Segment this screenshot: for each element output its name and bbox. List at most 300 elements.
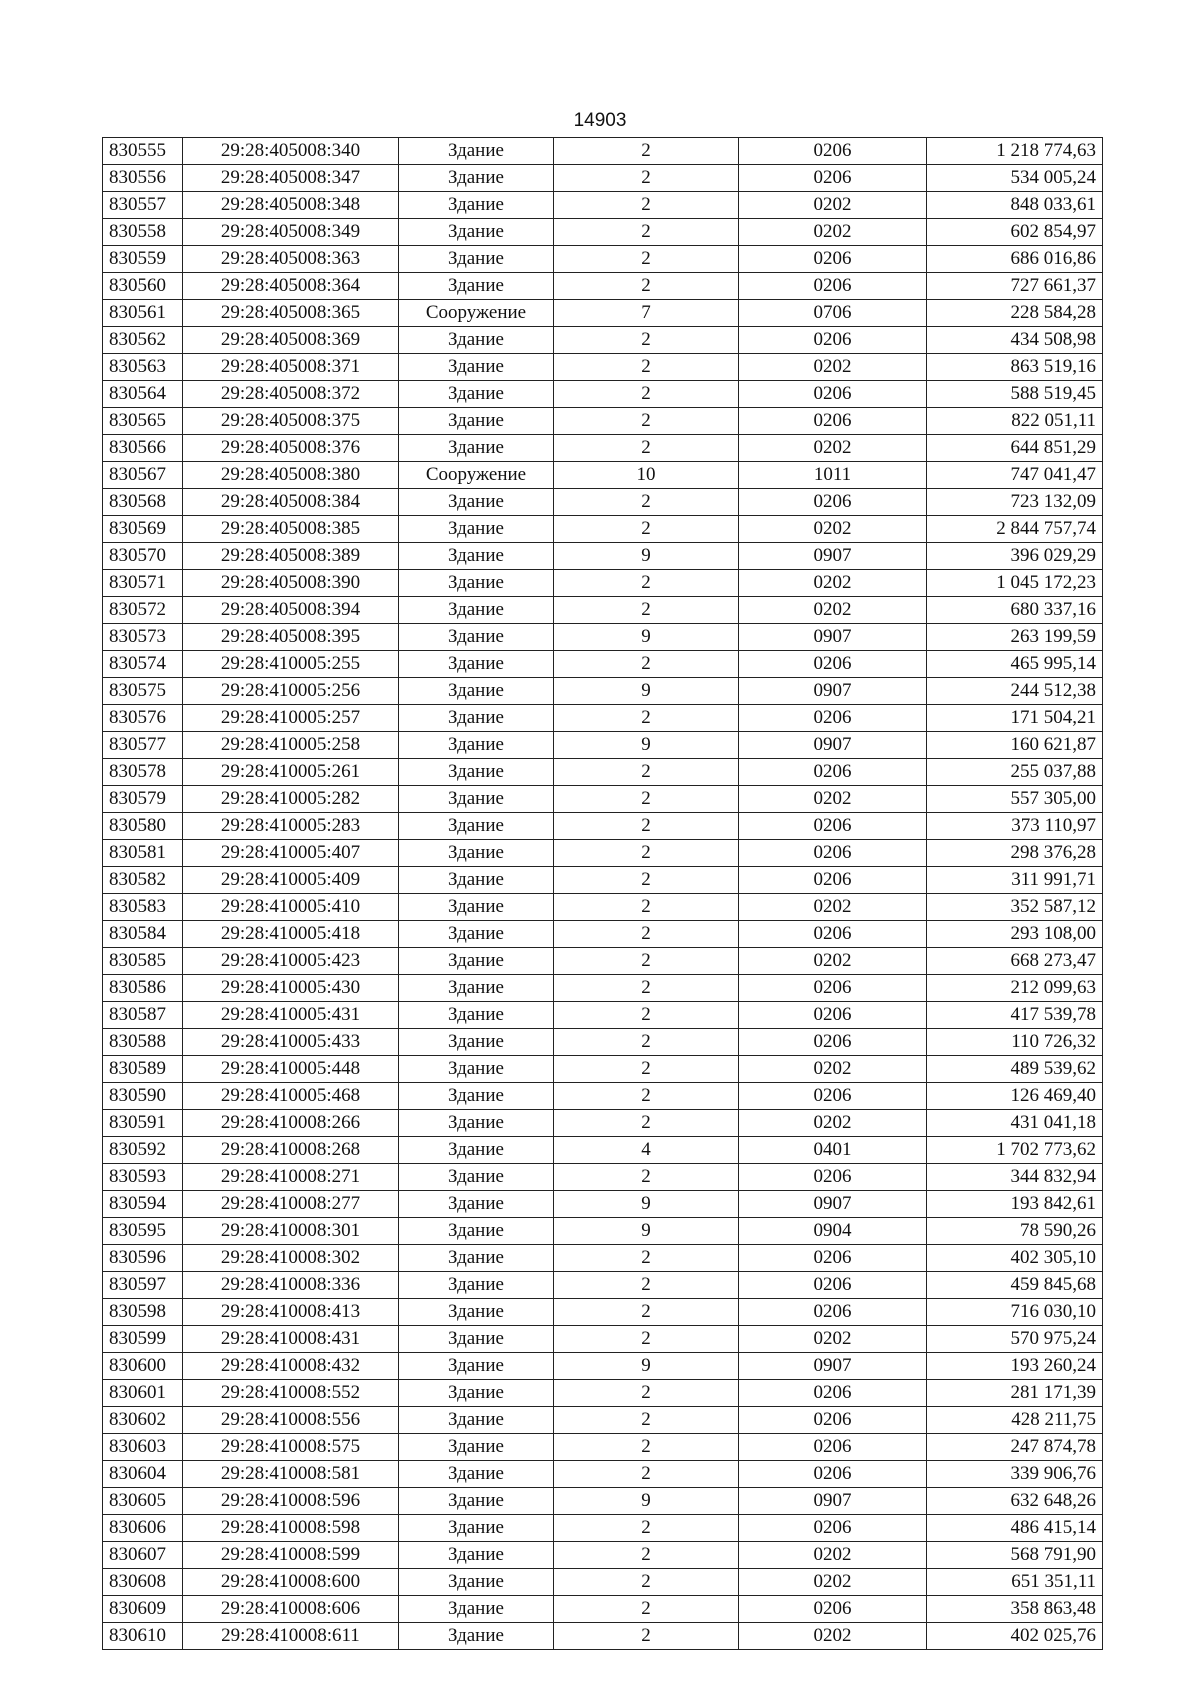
row-number-cell: 830608: [103, 1569, 183, 1596]
group-cell: 2: [554, 1083, 739, 1110]
cadastral-number-cell: 29:28:405008:363: [183, 246, 399, 273]
cadastral-number-cell: 29:28:410008:431: [183, 1326, 399, 1353]
group-cell: 2: [554, 1029, 739, 1056]
object-type-cell: Здание: [399, 678, 554, 705]
cadastral-value-cell: 396 029,29: [927, 543, 1103, 570]
cadastral-number-cell: 29:28:410005:423: [183, 948, 399, 975]
cadastral-value-cell: 727 661,37: [927, 273, 1103, 300]
table-row: [103, 1137, 1103, 1164]
group-cell: 2: [554, 921, 739, 948]
code-cell: 0202: [739, 435, 927, 462]
row-number-cell: 830560: [103, 273, 183, 300]
cadastral-value-cell: 486 415,14: [927, 1515, 1103, 1542]
cadastral-value-cell: 160 621,87: [927, 732, 1103, 759]
table-row: [103, 165, 1103, 192]
cadastral-number-cell: 29:28:405008:371: [183, 354, 399, 381]
table-row: [103, 921, 1103, 948]
row-number-cell: 830592: [103, 1137, 183, 1164]
code-cell: 0202: [739, 219, 927, 246]
code-cell: 0907: [739, 1488, 927, 1515]
cadastral-value-cell: 344 832,94: [927, 1164, 1103, 1191]
cadastral-number-cell: 29:28:410008:268: [183, 1137, 399, 1164]
object-type-cell: Здание: [399, 651, 554, 678]
group-cell: 9: [554, 1488, 739, 1515]
code-cell: 0206: [739, 1272, 927, 1299]
object-type-cell: Здание: [399, 1461, 554, 1488]
object-type-cell: Здание: [399, 1542, 554, 1569]
cadastral-value-cell: 247 874,78: [927, 1434, 1103, 1461]
group-cell: 2: [554, 894, 739, 921]
row-number-cell: 830607: [103, 1542, 183, 1569]
table-row: [103, 408, 1103, 435]
cadastral-number-cell: 29:28:405008:389: [183, 543, 399, 570]
cadastral-number-cell: 29:28:410008:552: [183, 1380, 399, 1407]
object-type-cell: Здание: [399, 1110, 554, 1137]
code-cell: 0206: [739, 759, 927, 786]
cadastral-value-cell: 110 726,32: [927, 1029, 1103, 1056]
object-type-cell: Здание: [399, 246, 554, 273]
table-row: [103, 1353, 1103, 1380]
group-cell: 2: [554, 705, 739, 732]
row-number-cell: 830588: [103, 1029, 183, 1056]
row-number-cell: 830600: [103, 1353, 183, 1380]
code-cell: 0206: [739, 813, 927, 840]
group-cell: 2: [554, 1326, 739, 1353]
cadastral-value-cell: 568 791,90: [927, 1542, 1103, 1569]
table-row: [103, 948, 1103, 975]
object-type-cell: Здание: [399, 1407, 554, 1434]
object-type-cell: Здание: [399, 435, 554, 462]
object-type-cell: Здание: [399, 1353, 554, 1380]
row-number-cell: 830566: [103, 435, 183, 462]
cadastral-number-cell: 29:28:405008:369: [183, 327, 399, 354]
row-number-cell: 830595: [103, 1218, 183, 1245]
group-cell: 2: [554, 1542, 739, 1569]
group-cell: 2: [554, 192, 739, 219]
row-number-cell: 830582: [103, 867, 183, 894]
code-cell: 0202: [739, 192, 927, 219]
cadastral-value-cell: 193 842,61: [927, 1191, 1103, 1218]
object-type-cell: Здание: [399, 1245, 554, 1272]
row-number-cell: 830590: [103, 1083, 183, 1110]
table-row: [103, 138, 1103, 165]
object-type-cell: Здание: [399, 165, 554, 192]
row-number-cell: 830581: [103, 840, 183, 867]
row-number-cell: 830558: [103, 219, 183, 246]
object-type-cell: Здание: [399, 840, 554, 867]
row-number-cell: 830598: [103, 1299, 183, 1326]
cadastral-value-cell: 428 211,75: [927, 1407, 1103, 1434]
table-row: [103, 1002, 1103, 1029]
code-cell: 0202: [739, 354, 927, 381]
cadastral-value-cell: 193 260,24: [927, 1353, 1103, 1380]
cadastral-number-cell: 29:28:405008:394: [183, 597, 399, 624]
object-type-cell: Здание: [399, 1164, 554, 1191]
row-number-cell: 830575: [103, 678, 183, 705]
code-cell: 0907: [739, 732, 927, 759]
cadastral-number-cell: 29:28:410005:255: [183, 651, 399, 678]
table-row: [103, 678, 1103, 705]
cadastral-number-cell: 29:28:405008:349: [183, 219, 399, 246]
row-number-cell: 830572: [103, 597, 183, 624]
row-number-cell: 830567: [103, 462, 183, 489]
table-row: [103, 435, 1103, 462]
object-type-cell: Здание: [399, 786, 554, 813]
cadastral-value-cell: 723 132,09: [927, 489, 1103, 516]
object-type-cell: Здание: [399, 1272, 554, 1299]
group-cell: 2: [554, 867, 739, 894]
page-number: 14903: [573, 110, 627, 131]
cadastral-value-cell: 78 590,26: [927, 1218, 1103, 1245]
cadastral-value-cell: 651 351,11: [927, 1569, 1103, 1596]
cadastral-number-cell: 29:28:410008:598: [183, 1515, 399, 1542]
group-cell: 2: [554, 840, 739, 867]
object-type-cell: Здание: [399, 516, 554, 543]
cadastral-number-cell: 29:28:405008:390: [183, 570, 399, 597]
group-cell: 2: [554, 138, 739, 165]
code-cell: 0206: [739, 273, 927, 300]
group-cell: 9: [554, 678, 739, 705]
group-cell: 2: [554, 786, 739, 813]
object-type-cell: Здание: [399, 732, 554, 759]
group-cell: 2: [554, 651, 739, 678]
object-type-cell: Здание: [399, 354, 554, 381]
table-row: [103, 1407, 1103, 1434]
cadastral-number-cell: 29:28:405008:347: [183, 165, 399, 192]
cadastral-number-cell: 29:28:410008:556: [183, 1407, 399, 1434]
cadastral-number-cell: 29:28:405008:395: [183, 624, 399, 651]
cadastral-value-cell: 244 512,38: [927, 678, 1103, 705]
cadastral-value-cell: 352 587,12: [927, 894, 1103, 921]
group-cell: 2: [554, 597, 739, 624]
cadastral-value-cell: 668 273,47: [927, 948, 1103, 975]
cadastral-value-cell: 602 854,97: [927, 219, 1103, 246]
cadastral-number-cell: 29:28:410005:409: [183, 867, 399, 894]
cadastral-number-cell: 29:28:410008:600: [183, 1569, 399, 1596]
row-number-cell: 830568: [103, 489, 183, 516]
group-cell: 9: [554, 624, 739, 651]
group-cell: 2: [554, 1245, 739, 1272]
code-cell: 1011: [739, 462, 927, 489]
object-type-cell: Здание: [399, 138, 554, 165]
object-type-cell: Здание: [399, 1596, 554, 1623]
group-cell: 2: [554, 1056, 739, 1083]
group-cell: 2: [554, 1299, 739, 1326]
code-cell: 0907: [739, 624, 927, 651]
code-cell: 0206: [739, 1596, 927, 1623]
cadastral-number-cell: 29:28:410008:611: [183, 1623, 399, 1650]
code-cell: 0206: [739, 1029, 927, 1056]
table-row: [103, 570, 1103, 597]
cadastral-number-cell: 29:28:410005:282: [183, 786, 399, 813]
row-number-cell: 830576: [103, 705, 183, 732]
group-cell: 2: [554, 246, 739, 273]
table-row: [103, 1245, 1103, 1272]
cadastral-value-cell: 298 376,28: [927, 840, 1103, 867]
registry-table-body: [103, 138, 1103, 1650]
code-cell: 0206: [739, 408, 927, 435]
table-row: [103, 273, 1103, 300]
row-number-cell: 830599: [103, 1326, 183, 1353]
code-cell: 0206: [739, 138, 927, 165]
code-cell: 0206: [739, 1164, 927, 1191]
group-cell: 2: [554, 759, 739, 786]
table-row: [103, 462, 1103, 489]
group-cell: 9: [554, 543, 739, 570]
code-cell: 0206: [739, 1380, 927, 1407]
row-number-cell: 830604: [103, 1461, 183, 1488]
cadastral-number-cell: 29:28:410008:606: [183, 1596, 399, 1623]
table-row: [103, 1299, 1103, 1326]
cadastral-value-cell: 212 099,63: [927, 975, 1103, 1002]
object-type-cell: Здание: [399, 597, 554, 624]
code-cell: 0206: [739, 1434, 927, 1461]
object-type-cell: Здание: [399, 975, 554, 1002]
row-number-cell: 830586: [103, 975, 183, 1002]
object-type-cell: Сооружение: [399, 462, 554, 489]
cadastral-number-cell: 29:28:410008:581: [183, 1461, 399, 1488]
cadastral-number-cell: 29:28:410008:277: [183, 1191, 399, 1218]
table-row: [103, 840, 1103, 867]
table-row: [103, 381, 1103, 408]
cadastral-value-cell: 373 110,97: [927, 813, 1103, 840]
cadastral-value-cell: 489 539,62: [927, 1056, 1103, 1083]
table-row: [103, 1083, 1103, 1110]
object-type-cell: Здание: [399, 705, 554, 732]
object-type-cell: Здание: [399, 1191, 554, 1218]
code-cell: 0206: [739, 1002, 927, 1029]
cadastral-value-cell: 2 844 757,74: [927, 516, 1103, 543]
row-number-cell: 830579: [103, 786, 183, 813]
code-cell: 0206: [739, 840, 927, 867]
row-number-cell: 830591: [103, 1110, 183, 1137]
cadastral-value-cell: 747 041,47: [927, 462, 1103, 489]
object-type-cell: Здание: [399, 1326, 554, 1353]
table-row: [103, 1542, 1103, 1569]
table-row: [103, 1434, 1103, 1461]
table-row: [103, 1488, 1103, 1515]
row-number-cell: 830557: [103, 192, 183, 219]
row-number-cell: 830589: [103, 1056, 183, 1083]
code-cell: 0206: [739, 1083, 927, 1110]
cadastral-value-cell: 644 851,29: [927, 435, 1103, 462]
group-cell: 9: [554, 1353, 739, 1380]
cadastral-value-cell: 1 045 172,23: [927, 570, 1103, 597]
cadastral-number-cell: 29:28:410005:256: [183, 678, 399, 705]
cadastral-number-cell: 29:28:410005:430: [183, 975, 399, 1002]
group-cell: 2: [554, 1164, 739, 1191]
table-row: [103, 624, 1103, 651]
row-number-cell: 830585: [103, 948, 183, 975]
code-cell: 0206: [739, 1461, 927, 1488]
row-number-cell: 830569: [103, 516, 183, 543]
object-type-cell: Здание: [399, 1434, 554, 1461]
group-cell: 2: [554, 1002, 739, 1029]
cadastral-number-cell: 29:28:410005:407: [183, 840, 399, 867]
group-cell: 2: [554, 489, 739, 516]
object-type-cell: Здание: [399, 543, 554, 570]
row-number-cell: 830583: [103, 894, 183, 921]
cadastral-value-cell: 632 648,26: [927, 1488, 1103, 1515]
group-cell: 2: [554, 165, 739, 192]
row-number-cell: 830571: [103, 570, 183, 597]
object-type-cell: Здание: [399, 813, 554, 840]
object-type-cell: Здание: [399, 894, 554, 921]
row-number-cell: 830584: [103, 921, 183, 948]
row-number-cell: 830609: [103, 1596, 183, 1623]
group-cell: 2: [554, 435, 739, 462]
object-type-cell: Здание: [399, 273, 554, 300]
row-number-cell: 830610: [103, 1623, 183, 1650]
code-cell: 0907: [739, 678, 927, 705]
cadastral-number-cell: 29:28:405008:365: [183, 300, 399, 327]
row-number-cell: 830597: [103, 1272, 183, 1299]
table-row: [103, 354, 1103, 381]
group-cell: 2: [554, 570, 739, 597]
group-cell: 2: [554, 1596, 739, 1623]
code-cell: 0907: [739, 1191, 927, 1218]
cadastral-number-cell: 29:28:410008:599: [183, 1542, 399, 1569]
cadastral-value-cell: 848 033,61: [927, 192, 1103, 219]
object-type-cell: Здание: [399, 1623, 554, 1650]
cadastral-value-cell: 465 995,14: [927, 651, 1103, 678]
code-cell: 0202: [739, 1056, 927, 1083]
group-cell: 2: [554, 975, 739, 1002]
cadastral-value-cell: 255 037,88: [927, 759, 1103, 786]
table-row: [103, 246, 1103, 273]
object-type-cell: Здание: [399, 1056, 554, 1083]
group-cell: 2: [554, 1272, 739, 1299]
row-number-cell: 830577: [103, 732, 183, 759]
table-row: [103, 1272, 1103, 1299]
table-row: [103, 759, 1103, 786]
code-cell: 0206: [739, 1515, 927, 1542]
table-row: [103, 975, 1103, 1002]
cadastral-value-cell: 534 005,24: [927, 165, 1103, 192]
group-cell: 2: [554, 1515, 739, 1542]
cadastral-value-cell: 459 845,68: [927, 1272, 1103, 1299]
object-type-cell: Здание: [399, 624, 554, 651]
cadastral-number-cell: 29:28:410005:410: [183, 894, 399, 921]
cadastral-number-cell: 29:28:410008:575: [183, 1434, 399, 1461]
cadastral-number-cell: 29:28:410008:413: [183, 1299, 399, 1326]
cadastral-number-cell: 29:28:405008:380: [183, 462, 399, 489]
group-cell: 9: [554, 732, 739, 759]
row-number-cell: 830561: [103, 300, 183, 327]
code-cell: 0202: [739, 1542, 927, 1569]
table-row: [103, 489, 1103, 516]
table-row: [103, 1326, 1103, 1353]
code-cell: 0206: [739, 975, 927, 1002]
object-type-cell: Здание: [399, 192, 554, 219]
cadastral-value-cell: 1 218 774,63: [927, 138, 1103, 165]
cadastral-value-cell: 402 025,76: [927, 1623, 1103, 1650]
cadastral-number-cell: 29:28:405008:385: [183, 516, 399, 543]
row-number-cell: 830563: [103, 354, 183, 381]
table-row: [103, 1110, 1103, 1137]
row-number-cell: 830565: [103, 408, 183, 435]
cadastral-number-cell: 29:28:405008:340: [183, 138, 399, 165]
object-type-cell: Здание: [399, 1380, 554, 1407]
group-cell: 9: [554, 1218, 739, 1245]
object-type-cell: Здание: [399, 1218, 554, 1245]
group-cell: 2: [554, 948, 739, 975]
table-row: [103, 867, 1103, 894]
table-row: [103, 1056, 1103, 1083]
table-row: [103, 1569, 1103, 1596]
object-type-cell: Здание: [399, 1488, 554, 1515]
group-cell: 10: [554, 462, 739, 489]
table-row: [103, 1029, 1103, 1056]
cadastral-number-cell: 29:28:410005:258: [183, 732, 399, 759]
table-row: [103, 786, 1103, 813]
code-cell: 0202: [739, 516, 927, 543]
table-row: [103, 1164, 1103, 1191]
row-number-cell: 830605: [103, 1488, 183, 1515]
cadastral-number-cell: 29:28:410005:433: [183, 1029, 399, 1056]
table-row: [103, 543, 1103, 570]
cadastral-number-cell: 29:28:410005:261: [183, 759, 399, 786]
cadastral-value-cell: 171 504,21: [927, 705, 1103, 732]
table-row: [103, 732, 1103, 759]
table-row: [103, 813, 1103, 840]
row-number-cell: 830556: [103, 165, 183, 192]
code-cell: 0202: [739, 894, 927, 921]
code-cell: 0206: [739, 1407, 927, 1434]
object-type-cell: Здание: [399, 381, 554, 408]
cadastral-value-cell: 339 906,76: [927, 1461, 1103, 1488]
object-type-cell: Здание: [399, 948, 554, 975]
cadastral-number-cell: 29:28:405008:364: [183, 273, 399, 300]
table-row: [103, 705, 1103, 732]
cadastral-number-cell: 29:28:410008:271: [183, 1164, 399, 1191]
cadastral-value-cell: 557 305,00: [927, 786, 1103, 813]
group-cell: 2: [554, 1110, 739, 1137]
code-cell: 0206: [739, 327, 927, 354]
row-number-cell: 830573: [103, 624, 183, 651]
cadastral-value-cell: 434 508,98: [927, 327, 1103, 354]
row-number-cell: 830578: [103, 759, 183, 786]
row-number-cell: 830602: [103, 1407, 183, 1434]
cadastral-number-cell: 29:28:410005:448: [183, 1056, 399, 1083]
code-cell: 0206: [739, 921, 927, 948]
group-cell: 2: [554, 1407, 739, 1434]
table-row: [103, 1461, 1103, 1488]
cadastral-value-cell: 1 702 773,62: [927, 1137, 1103, 1164]
cadastral-value-cell: 402 305,10: [927, 1245, 1103, 1272]
registry-table: [102, 137, 1103, 1650]
code-cell: 0206: [739, 705, 927, 732]
object-type-cell: Здание: [399, 867, 554, 894]
code-cell: 0202: [739, 786, 927, 813]
code-cell: 0202: [739, 570, 927, 597]
object-type-cell: Сооружение: [399, 300, 554, 327]
row-number-cell: 830580: [103, 813, 183, 840]
row-number-cell: 830593: [103, 1164, 183, 1191]
cadastral-number-cell: 29:28:405008:375: [183, 408, 399, 435]
object-type-cell: Здание: [399, 1083, 554, 1110]
group-cell: 2: [554, 327, 739, 354]
cadastral-value-cell: 263 199,59: [927, 624, 1103, 651]
cadastral-value-cell: 686 016,86: [927, 246, 1103, 273]
cadastral-value-cell: 570 975,24: [927, 1326, 1103, 1353]
object-type-cell: Здание: [399, 570, 554, 597]
group-cell: 2: [554, 516, 739, 543]
object-type-cell: Здание: [399, 921, 554, 948]
row-number-cell: 830555: [103, 138, 183, 165]
object-type-cell: Здание: [399, 759, 554, 786]
code-cell: 0904: [739, 1218, 927, 1245]
